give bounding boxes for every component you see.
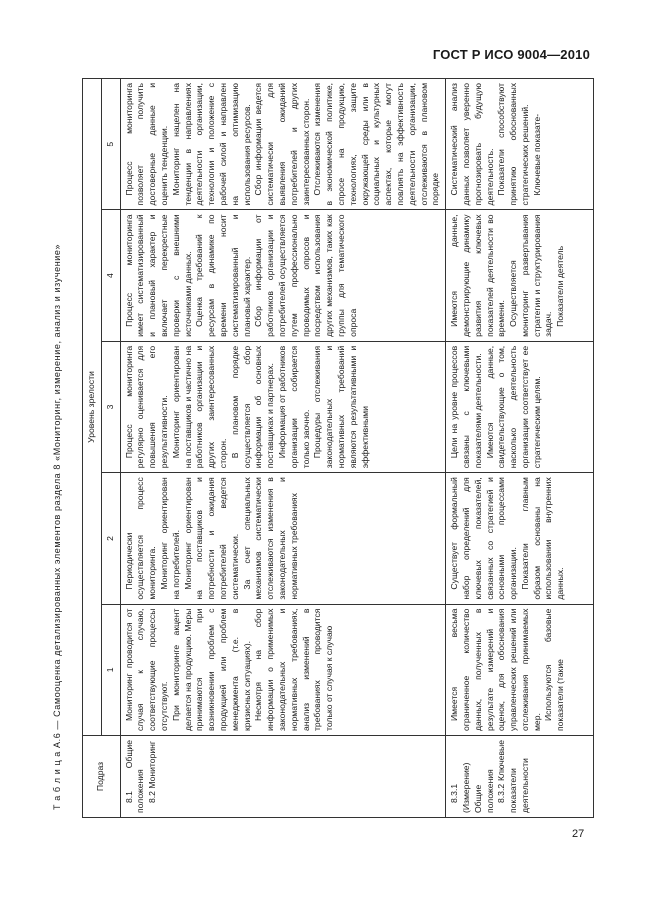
cell-paragraph: 8.3.1 (Измерение) Общие положения xyxy=(449,762,495,813)
page-number: 27 xyxy=(572,828,585,840)
cell-paragraph: Показатели деятель xyxy=(555,245,566,327)
subclause-cell xyxy=(120,736,446,818)
rotated-table-container xyxy=(82,78,594,818)
level-cell xyxy=(446,341,594,472)
cell-paragraph: Ключевые показате- xyxy=(531,113,542,196)
cell-paragraph: Имеются данные, свидетельствующие о том, насколько деятельность организации соответствует ее стратегическим целям. xyxy=(484,345,542,469)
cell-paragraph: Процесс мониторинга регулярно оценивается для повышения его результативности. xyxy=(123,345,169,469)
level-cell xyxy=(446,210,594,341)
level-cell xyxy=(446,473,594,604)
cell-paragraph: За счет специальных механизмов систематически отслеживаются изменения в законодательных и нормативных требованиях xyxy=(241,477,299,600)
level-cell xyxy=(120,604,446,735)
level-cell xyxy=(120,210,446,341)
caption-wrap xyxy=(52,243,72,810)
cell-paragraph: Несмотря на сбор информации о применимых законодательных и нормативных требованиях, анализ изменений в требованиях проводится только от случая к случаю xyxy=(253,608,335,731)
subclause-cell xyxy=(446,736,594,818)
cell-paragraph: Показатели главным образом основаны на использовании внутренних данных. xyxy=(519,477,566,600)
cell-paragraph: Используются базовые показатели (такие xyxy=(543,608,566,731)
cell-paragraph: Имеются данные, демонстрирующие динамику развития ключевых показателей деятельности во времени. xyxy=(449,214,507,337)
levels-header: Уровень зрелости xyxy=(83,79,102,736)
table-row xyxy=(120,79,446,818)
level-header: 1 xyxy=(101,604,120,735)
cell-paragraph: 8.3.2 Ключевые показатели деятельности xyxy=(496,740,530,813)
level-header: 3 xyxy=(101,341,120,472)
cell-paragraph: Мониторинг ориентирован на поставщиков и частично на работников организации и других заинтересованных сторон. xyxy=(170,345,228,469)
subclause-header: Подраз xyxy=(83,736,121,818)
level-cell xyxy=(446,79,594,210)
cell-paragraph: Сбор информации ведется систематически для выявления ожиданий потребителей и других заинтересованных сторон. xyxy=(253,83,311,206)
table-row xyxy=(446,79,594,818)
cell-paragraph: Процедуры отслеживания законодательных и нормативных требований являются результативными и эффективными xyxy=(312,345,370,469)
level-cell xyxy=(446,604,594,735)
cell-paragraph: Сбор информации от работников организации и потребителей осуществляется путем профессионально проводимых опросов и посредством использования других механизмов, таких как группы для тематического опроса xyxy=(253,214,358,337)
table-caption: Т а б л и ц а А.6 — Самооценка детализированных элементов раздела 8 «Мониторинг, измерение, анализ и изучение» xyxy=(52,243,62,810)
cell-paragraph: Имеется весьма ограниченное количество данных, полученных в результате измерений и оценок, для обоснования управленческих решений или отслеживания принимаемых мер. xyxy=(449,608,542,731)
cell-paragraph: Мониторинг нацелен на тенденции в направлениях деятельности организации, технологии и положение с рабочей силой и направлен на оптимизацию использования ресурсов. xyxy=(170,83,252,206)
header-row-1 xyxy=(83,79,102,818)
cell-paragraph: Мониторинг ориентирован на потребителей. xyxy=(158,477,181,600)
cell-paragraph: При мониторинге акцент делается на продукцию. Меры принимаются при возникновении проблем с продукцией или проблем менеджмента (т.е. в кризисных ситуациях). xyxy=(170,608,252,731)
level-header: 4 xyxy=(101,210,120,341)
level-cell xyxy=(120,341,446,472)
standard-header: ГОСТ Р ИСО 9004—2010 xyxy=(432,47,590,62)
cell-paragraph: Мониторинг ориентирован на поставщиков и потребности и ожидания потребителей ведется систематически. xyxy=(182,477,240,600)
level-cell xyxy=(120,79,446,210)
rotated-table xyxy=(82,78,594,818)
cell-paragraph: Систематический анализ данных позволяет уверенно прогнозировать будущую деятельность. xyxy=(449,83,495,206)
cell-paragraph: Показатели способствуют принятию обоснованных стратегических решений. xyxy=(496,83,530,206)
header-row-2 xyxy=(101,79,120,818)
cell-paragraph: 8.1 Общие положения xyxy=(123,740,146,813)
cell-paragraph: 8.2 Мониторинг xyxy=(147,741,158,803)
cell-paragraph: Оценка требований к ресурсам в динамике по времени носит систематизированный и плановый характер. xyxy=(194,214,252,337)
cell-paragraph: Информация от работников организации собирается только заочно. xyxy=(276,345,311,469)
cell-paragraph: Мониторинг проводится от случая к случаю, соответствующие процессы отсутствуют. xyxy=(123,608,169,731)
level-header: 2 xyxy=(101,473,120,604)
cell-paragraph: Цели на уровне процессов связаны с ключевыми показателями деятельности. xyxy=(449,345,483,469)
cell-paragraph: Периодически осуществляется процесс мониторинга. xyxy=(123,477,158,600)
level-header: 5 xyxy=(101,79,120,210)
maturity-table xyxy=(82,78,594,818)
cell-paragraph: Отслеживаются изменения в экономической политике, спросе на продукцию, технологиях, защите окружающей среды или в социальных и культурных аспектах, которые могут повлиять на эффективность деятельности организации, отслеживаются в плановом порядке xyxy=(312,83,441,206)
cell-paragraph: Существует формальный набор определений для ключевых показателей, связанных со стратегией и основными процессами организации. xyxy=(449,477,519,600)
cell-paragraph: Осуществляется мониторинг развертывания стратегии и структурирования задач. xyxy=(508,214,554,337)
cell-paragraph: Процесс мониторинга позволяет получить достоверные данные и оценить тенденции. xyxy=(123,83,169,206)
level-cell xyxy=(120,473,446,604)
cell-paragraph: В плановом порядке осуществляется сбор информации об основных поставщиках и партнерах. xyxy=(229,345,276,469)
cell-paragraph: Процесс мониторинга имеет систематизированный и плановый характер и включает перекрестные проверки с внешними источниками данных. xyxy=(123,214,193,337)
